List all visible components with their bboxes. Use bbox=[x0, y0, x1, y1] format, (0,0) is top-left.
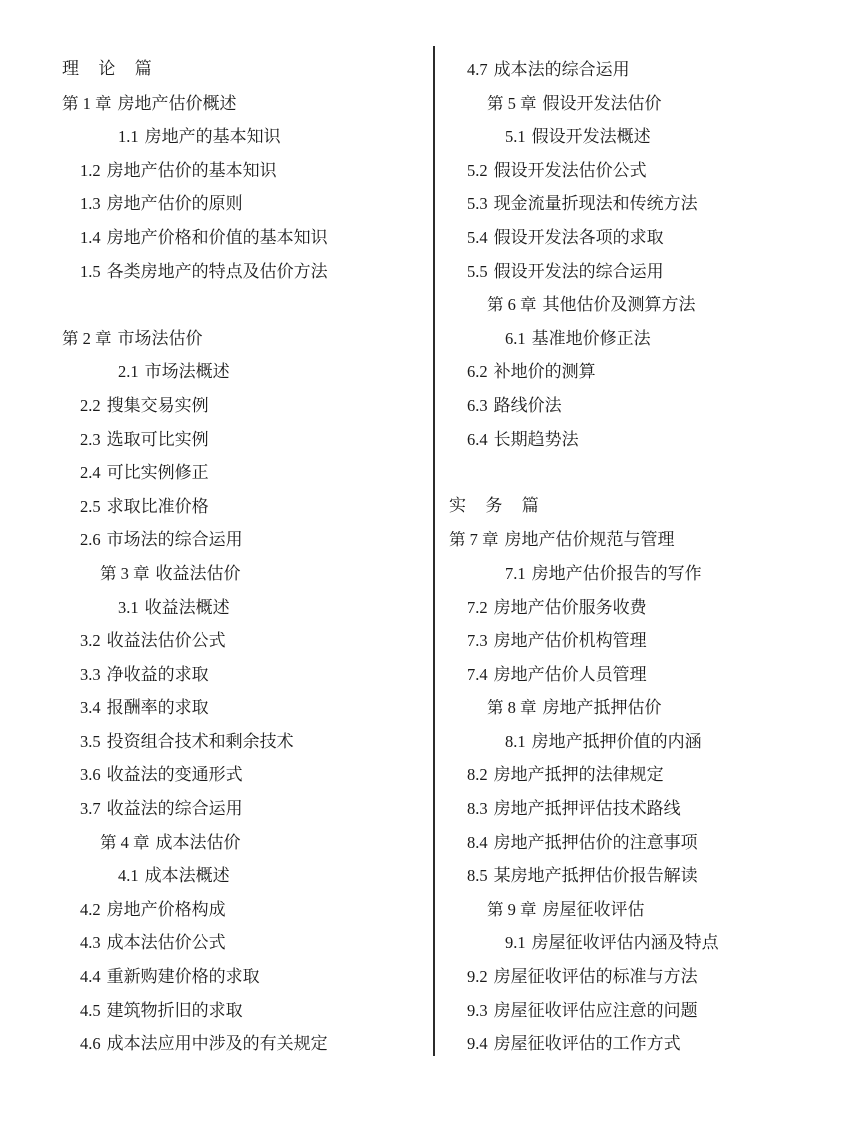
toc-section bbox=[449, 926, 839, 960]
toc-chapter bbox=[62, 87, 422, 121]
blank-line bbox=[62, 288, 422, 322]
section-number: 8.2 bbox=[467, 765, 488, 785]
toc-section bbox=[449, 322, 839, 356]
section-number: 1.4 bbox=[80, 227, 101, 247]
part-title: 理 论 篇 bbox=[62, 59, 159, 79]
section-number: 4.1 bbox=[118, 866, 139, 886]
section-title: 房屋征收评估应注意的问题 bbox=[493, 1000, 698, 1021]
section-number: 9.3 bbox=[467, 1000, 488, 1020]
section-title: 各类房地产的特点及估价方法 bbox=[106, 261, 328, 282]
toc-section bbox=[62, 154, 422, 188]
section-title: 成本法应用中涉及的有关规定 bbox=[106, 1034, 328, 1055]
toc-section bbox=[449, 187, 839, 221]
section-title: 假设开发法概述 bbox=[531, 127, 651, 148]
toc-chapter bbox=[62, 322, 422, 356]
section-title: 房地产估价的基本知识 bbox=[106, 160, 277, 181]
toc-chapter bbox=[449, 691, 839, 725]
section-title: 长期趋势法 bbox=[493, 429, 579, 450]
toc-section bbox=[62, 456, 422, 490]
toc-section bbox=[449, 221, 839, 255]
section-number: 3.2 bbox=[80, 631, 101, 651]
section-title: 房地产抵押价值的内涵 bbox=[531, 731, 702, 752]
toc-chapter bbox=[449, 893, 839, 927]
section-title: 某房地产抵押估价报告解读 bbox=[493, 866, 698, 887]
toc-section bbox=[449, 826, 839, 860]
section-number: 3.5 bbox=[80, 731, 101, 751]
toc-section bbox=[62, 523, 422, 557]
toc-section bbox=[449, 994, 839, 1028]
toc-section bbox=[62, 758, 422, 792]
toc-section bbox=[62, 355, 422, 389]
section-number: 3.7 bbox=[80, 799, 101, 819]
toc-section bbox=[62, 221, 422, 255]
toc-section bbox=[449, 624, 839, 658]
toc-section bbox=[62, 658, 422, 692]
section-title: 报酬率的求取 bbox=[106, 698, 209, 719]
section-title: 收益法估价公式 bbox=[106, 631, 226, 652]
chapter-title: 房地产抵押估价 bbox=[542, 698, 662, 719]
toc-section bbox=[449, 557, 839, 591]
section-title: 房屋征收评估的标准与方法 bbox=[493, 967, 698, 988]
chapter-number: 第 5 章 bbox=[487, 93, 537, 113]
toc-section bbox=[62, 255, 422, 289]
section-number: 3.1 bbox=[118, 597, 139, 617]
toc-section bbox=[449, 255, 839, 289]
section-number: 2.2 bbox=[80, 395, 101, 415]
section-number: 1.5 bbox=[80, 261, 101, 281]
toc-section bbox=[449, 792, 839, 826]
toc-section bbox=[62, 120, 422, 154]
toc-chapter bbox=[62, 557, 422, 591]
section-number: 7.3 bbox=[467, 631, 488, 651]
toc-chapter bbox=[62, 826, 422, 860]
section-title: 房地产抵押估价的注意事项 bbox=[493, 832, 698, 853]
section-title: 房地产估价机构管理 bbox=[493, 631, 647, 652]
section-number: 3.3 bbox=[80, 664, 101, 684]
section-title: 投资组合技术和剩余技术 bbox=[106, 731, 294, 752]
section-title: 假设开发法估价公式 bbox=[493, 160, 647, 181]
section-title: 建筑物折旧的求取 bbox=[106, 1000, 243, 1021]
section-number: 3.4 bbox=[80, 698, 101, 718]
section-title: 房地产的基本知识 bbox=[144, 127, 281, 148]
chapter-number: 第 1 章 bbox=[62, 93, 112, 113]
section-number: 9.4 bbox=[467, 1034, 488, 1054]
section-number: 4.6 bbox=[80, 1034, 101, 1054]
section-number: 1.1 bbox=[118, 127, 139, 147]
toc-section bbox=[449, 658, 839, 692]
chapter-title: 假设开发法估价 bbox=[542, 93, 662, 114]
section-number: 7.4 bbox=[467, 664, 488, 684]
toc-section bbox=[62, 960, 422, 994]
section-number: 5.3 bbox=[467, 194, 488, 214]
section-title: 房地产估价人员管理 bbox=[493, 664, 647, 685]
column-divider bbox=[433, 46, 435, 1056]
section-number: 8.3 bbox=[467, 799, 488, 819]
section-title: 假设开发法的综合运用 bbox=[493, 261, 664, 282]
toc-chapter bbox=[449, 288, 839, 322]
section-title: 房地产价格和价值的基本知识 bbox=[106, 227, 328, 248]
toc-right-column bbox=[449, 53, 839, 1061]
toc-section bbox=[62, 725, 422, 759]
section-title: 假设开发法各项的求取 bbox=[493, 227, 664, 248]
section-number: 2.6 bbox=[80, 530, 101, 550]
toc-section bbox=[449, 423, 839, 457]
section-title: 房地产抵押评估技术路线 bbox=[493, 799, 681, 820]
chapter-title: 房地产估价概述 bbox=[117, 93, 237, 114]
section-number: 2.4 bbox=[80, 463, 101, 483]
toc-section bbox=[449, 591, 839, 625]
section-number: 5.5 bbox=[467, 261, 488, 281]
chapter-title: 市场法估价 bbox=[117, 328, 203, 349]
toc-section bbox=[449, 154, 839, 188]
section-number: 6.4 bbox=[467, 429, 488, 449]
section-number: 6.1 bbox=[505, 328, 526, 348]
chapter-number: 第 7 章 bbox=[449, 530, 499, 550]
chapter-title: 成本法估价 bbox=[155, 832, 241, 853]
section-number: 9.1 bbox=[505, 933, 526, 953]
part-title: 实 务 篇 bbox=[449, 495, 546, 516]
section-title: 房屋征收评估的工作方式 bbox=[493, 1034, 681, 1055]
section-number: 7.2 bbox=[467, 597, 488, 617]
section-number: 2.3 bbox=[80, 429, 101, 449]
chapter-title: 收益法估价 bbox=[155, 563, 241, 584]
section-number: 3.6 bbox=[80, 765, 101, 785]
toc-section bbox=[62, 1027, 422, 1061]
section-title: 房地产价格构成 bbox=[106, 899, 226, 920]
section-number: 4.3 bbox=[80, 933, 101, 953]
toc-section bbox=[449, 859, 839, 893]
section-title: 现金流量折现法和传统方法 bbox=[493, 194, 698, 215]
toc-section bbox=[449, 355, 839, 389]
chapter-number: 第 9 章 bbox=[487, 899, 537, 919]
chapter-number: 第 6 章 bbox=[487, 295, 537, 315]
section-number: 9.2 bbox=[467, 967, 488, 987]
toc-section bbox=[449, 389, 839, 423]
section-title: 补地价的测算 bbox=[493, 362, 596, 383]
chapter-title: 其他估价及测算方法 bbox=[542, 295, 696, 316]
section-number: 5.1 bbox=[505, 127, 526, 147]
toc-section bbox=[449, 758, 839, 792]
section-title: 房地产估价报告的写作 bbox=[531, 563, 702, 584]
section-number: 6.3 bbox=[467, 395, 488, 415]
section-title: 可比实例修正 bbox=[106, 463, 209, 484]
section-number: 8.5 bbox=[467, 866, 488, 886]
section-title: 求取比准价格 bbox=[106, 496, 209, 517]
section-title: 市场法的综合运用 bbox=[106, 530, 243, 551]
section-title: 房地产估价服务收费 bbox=[493, 597, 647, 618]
section-title: 成本法概述 bbox=[144, 866, 230, 887]
section-title: 重新购建价格的求取 bbox=[106, 967, 260, 988]
chapter-number: 第 2 章 bbox=[62, 328, 112, 348]
toc-section bbox=[62, 926, 422, 960]
section-title: 净收益的求取 bbox=[106, 664, 209, 685]
section-number: 6.2 bbox=[467, 362, 488, 382]
toc-section bbox=[449, 1027, 839, 1061]
section-number: 4.5 bbox=[80, 1000, 101, 1020]
toc-left-column bbox=[62, 53, 422, 1061]
chapter-title: 房地产估价规范与管理 bbox=[504, 530, 675, 551]
section-title: 搜集交易实例 bbox=[106, 395, 209, 416]
section-number: 1.3 bbox=[80, 194, 101, 214]
section-number: 5.2 bbox=[467, 160, 488, 180]
section-title: 房地产抵押的法律规定 bbox=[493, 765, 664, 786]
chapter-number: 第 4 章 bbox=[100, 832, 150, 852]
section-number: 4.2 bbox=[80, 899, 101, 919]
section-title: 收益法概述 bbox=[144, 597, 230, 618]
toc-chapter bbox=[449, 87, 839, 121]
section-title: 市场法概述 bbox=[144, 362, 230, 383]
section-title: 收益法的综合运用 bbox=[106, 799, 243, 820]
toc-section bbox=[62, 624, 422, 658]
toc-section bbox=[62, 490, 422, 524]
toc-section bbox=[449, 725, 839, 759]
section-title: 收益法的变通形式 bbox=[106, 765, 243, 786]
toc-chapter bbox=[449, 523, 839, 557]
section-number: 2.5 bbox=[80, 496, 101, 516]
toc-section bbox=[62, 859, 422, 893]
blank-line bbox=[449, 456, 839, 490]
section-number: 5.4 bbox=[467, 227, 488, 247]
section-title: 房屋征收评估内涵及特点 bbox=[531, 933, 719, 954]
section-number: 4.7 bbox=[467, 60, 488, 79]
toc-section bbox=[62, 691, 422, 725]
section-title: 选取可比实例 bbox=[106, 429, 209, 450]
section-title: 路线价法 bbox=[493, 395, 562, 416]
part-heading bbox=[62, 53, 422, 87]
toc-section bbox=[62, 792, 422, 826]
toc-section bbox=[62, 389, 422, 423]
section-number: 8.4 bbox=[467, 832, 488, 852]
toc-section bbox=[62, 423, 422, 457]
toc-section bbox=[449, 53, 839, 87]
section-title: 成本法的综合运用 bbox=[493, 60, 630, 80]
part-heading bbox=[449, 490, 839, 524]
section-number: 1.2 bbox=[80, 160, 101, 180]
toc-section bbox=[449, 120, 839, 154]
toc-section bbox=[62, 591, 422, 625]
section-title: 房地产估价的原则 bbox=[106, 194, 243, 215]
section-number: 8.1 bbox=[505, 731, 526, 751]
section-title: 成本法估价公式 bbox=[106, 933, 226, 954]
toc-section bbox=[62, 893, 422, 927]
toc-section bbox=[449, 960, 839, 994]
chapter-number: 第 8 章 bbox=[487, 698, 537, 718]
chapter-title: 房屋征收评估 bbox=[542, 899, 645, 920]
chapter-number: 第 3 章 bbox=[100, 563, 150, 583]
section-number: 4.4 bbox=[80, 967, 101, 987]
toc-section bbox=[62, 187, 422, 221]
section-title: 基准地价修正法 bbox=[531, 328, 651, 349]
section-number: 2.1 bbox=[118, 362, 139, 382]
section-number: 7.1 bbox=[505, 563, 526, 583]
toc-section bbox=[62, 994, 422, 1028]
